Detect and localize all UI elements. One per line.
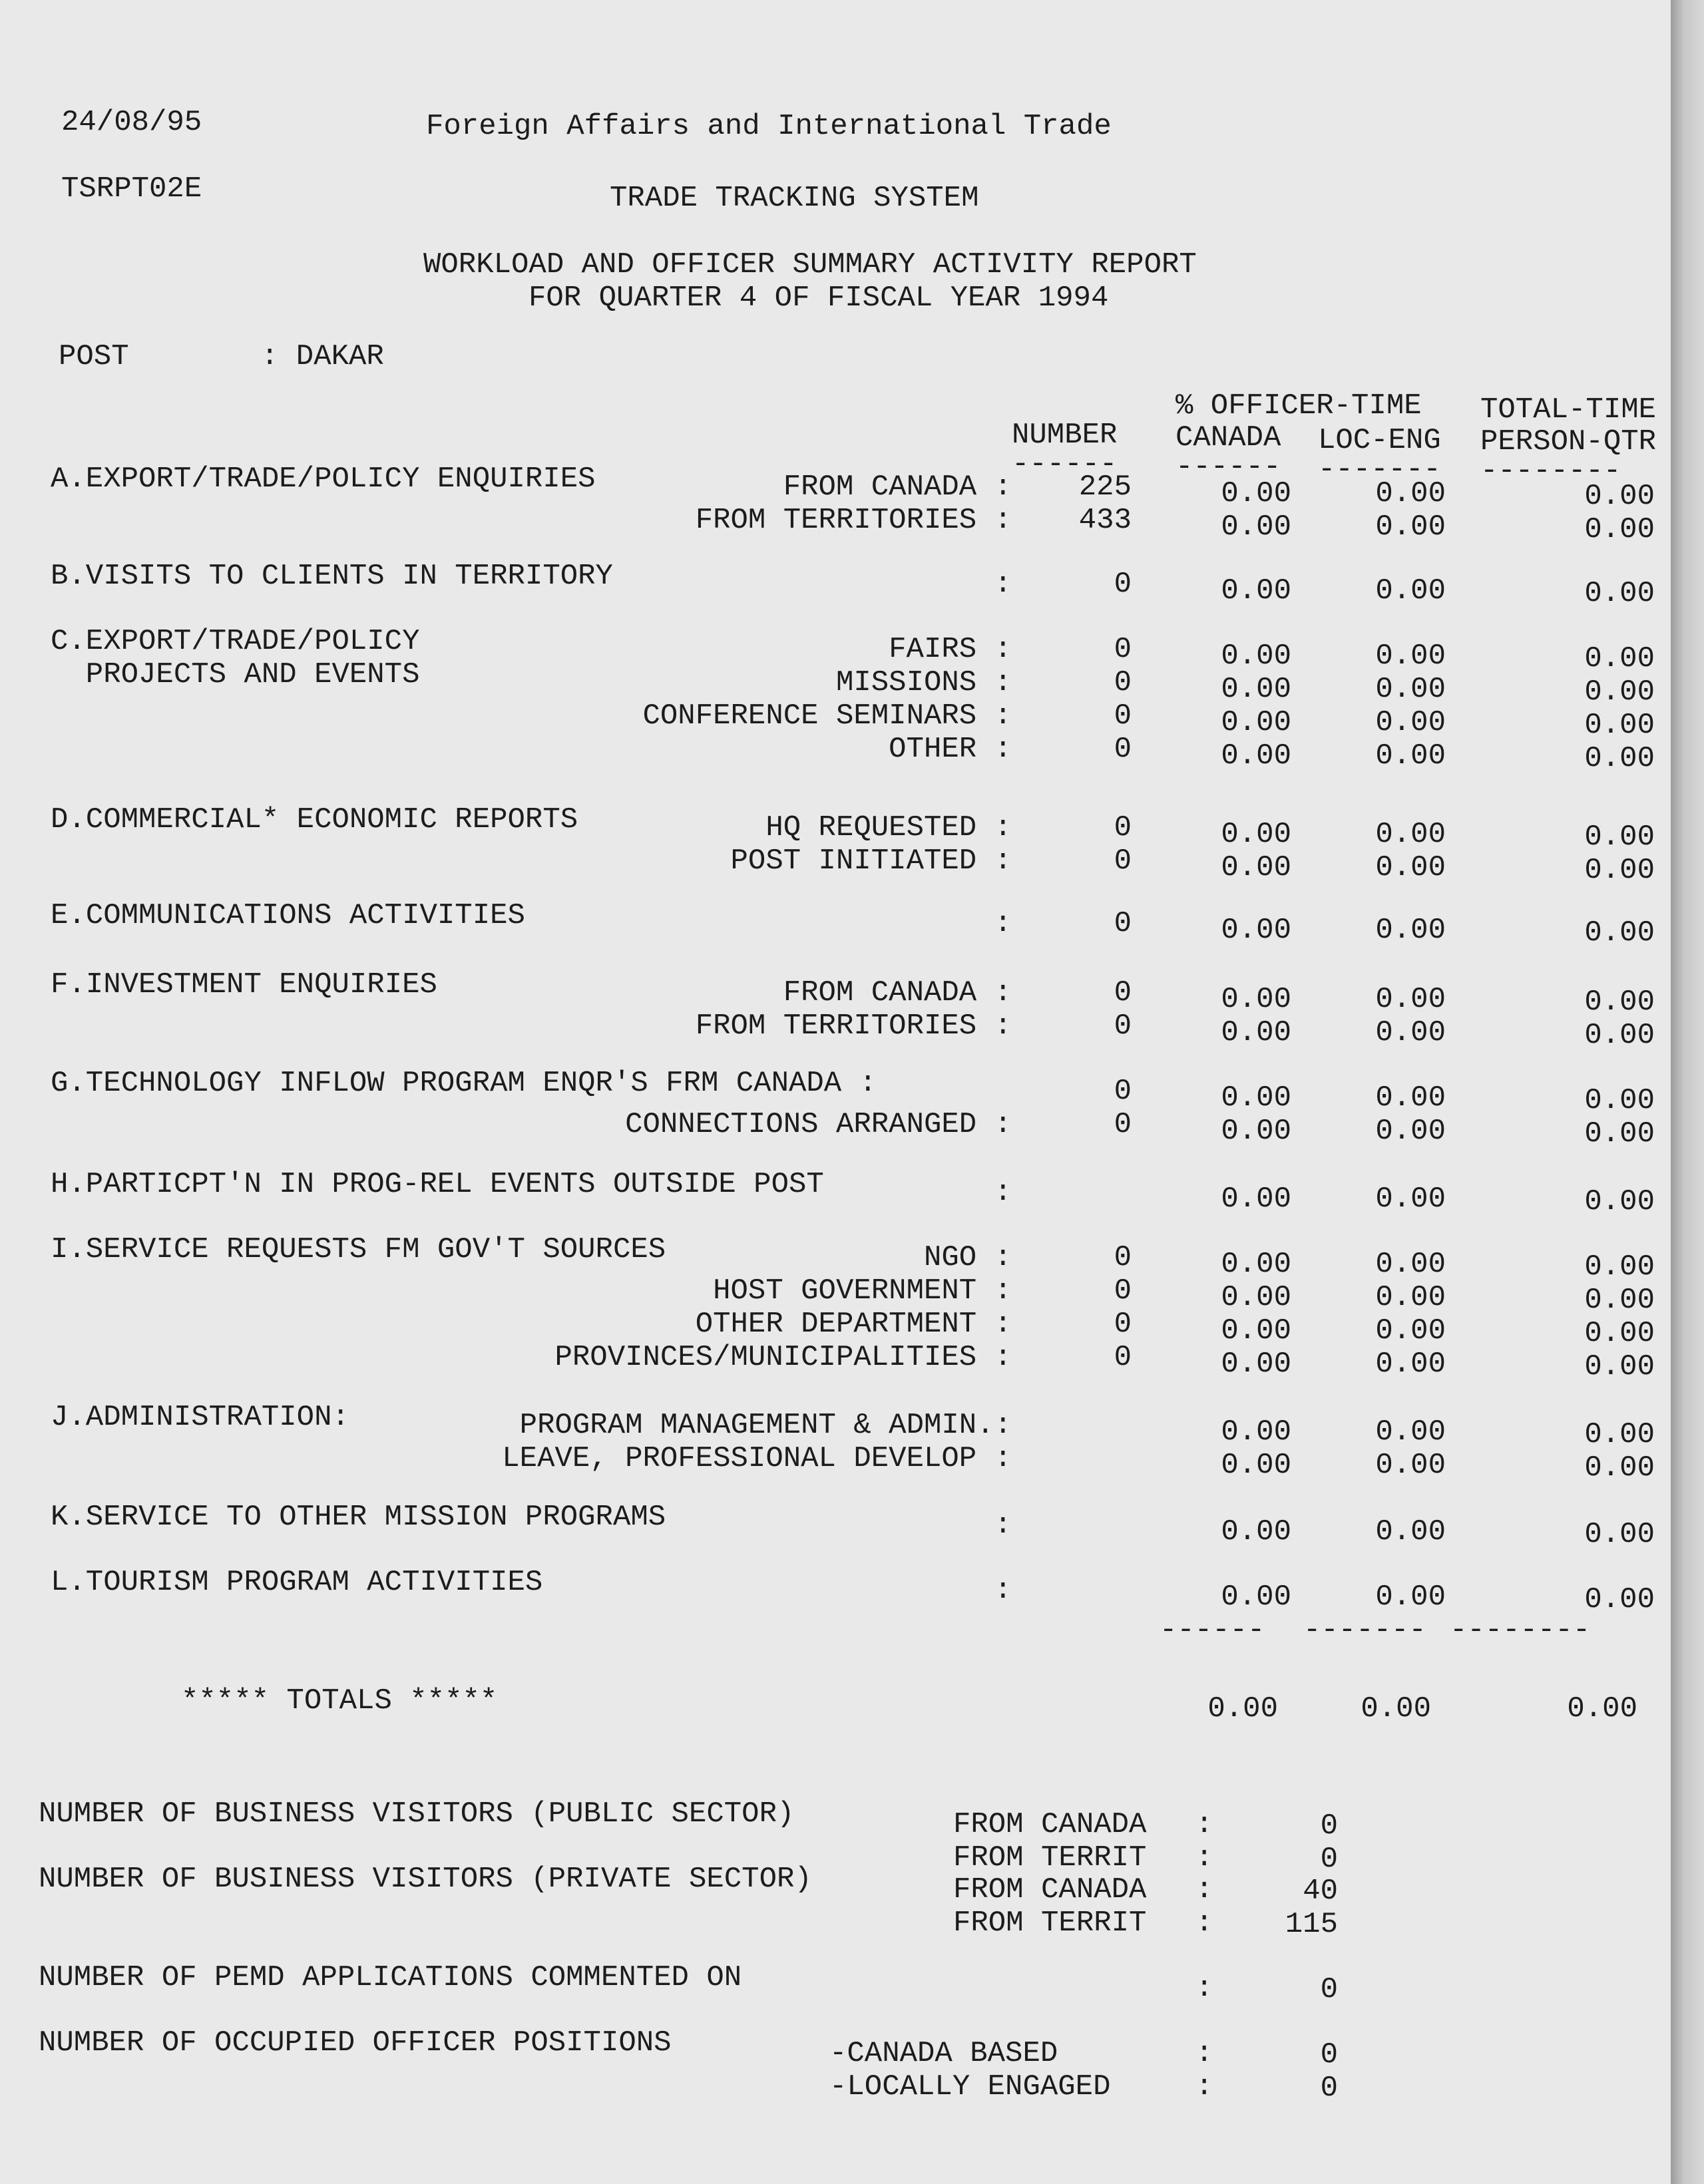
activity-pct-loc-eng: 0.00 <box>1375 851 1446 884</box>
activity-number: 0 <box>1114 1075 1132 1108</box>
activity-total-time: 0.00 <box>1584 709 1655 742</box>
activity-total-time: 0.00 <box>1584 1084 1655 1117</box>
activity-number: 0 <box>1114 907 1132 940</box>
totals-canada: 0.00 <box>1207 1692 1278 1726</box>
activity-pct-loc-eng: 0.00 <box>1375 1580 1446 1614</box>
summary-value: 0 <box>1320 1843 1338 1876</box>
activity-total-time: 0.00 <box>1584 513 1655 546</box>
activity-number: 0 <box>1114 733 1132 766</box>
activity-total-time: 0.00 <box>1584 480 1655 513</box>
summary-label: NUMBER OF BUSINESS VISITORS (PRIVATE SECTOR) <box>39 1863 812 1896</box>
activity-label: K.SERVICE TO OTHER MISSION PROGRAMS <box>51 1501 666 1534</box>
activity-label: G.TECHNOLOGY INFLOW PROGRAM ENQR'S FRM CANADA : <box>51 1067 877 1100</box>
report-title-line1: WORKLOAD AND OFFICER SUMMARY ACTIVITY REPORT <box>423 248 1197 281</box>
summary-colon: : <box>1195 1873 1213 1907</box>
activity-number: 0 <box>1114 633 1132 666</box>
activity-pct-loc-eng: 0.00 <box>1375 739 1446 773</box>
activity-sublabel: HOST GOVERNMENT : <box>713 1274 1012 1308</box>
activity-pct-canada: 0.00 <box>1221 639 1291 673</box>
activity-number: 0 <box>1114 568 1132 601</box>
activity-sublabel: NGO : <box>923 1241 1012 1274</box>
summary-label: NUMBER OF BUSINESS VISITORS (PUBLIC SECTOR) <box>39 1797 795 1831</box>
col-person-qtr: PERSON-QTR <box>1480 425 1657 458</box>
activity-number: 225 <box>1078 470 1132 504</box>
totals-label: ***** TOTALS ***** <box>181 1684 498 1718</box>
activity-sublabel: OTHER DEPARTMENT : <box>695 1308 1012 1341</box>
activity-pct-canada: 0.00 <box>1221 851 1291 884</box>
activity-label: A.EXPORT/TRADE/POLICY ENQUIRIES <box>51 462 596 496</box>
summary-colon: : <box>1195 1841 1213 1875</box>
summary-value: 0 <box>1320 1973 1338 2006</box>
activity-pct-loc-eng: 0.00 <box>1375 639 1446 673</box>
summary-label: NUMBER OF PEMD APPLICATIONS COMMENTED ON <box>39 1961 742 1994</box>
activity-sublabel: FAIRS : <box>889 633 1012 666</box>
activity-number: 0 <box>1114 976 1132 1009</box>
activity-sublabel: PROVINCES/MUNICIPALITIES : <box>554 1341 1012 1374</box>
activity-pct-loc-eng: 0.00 <box>1375 1281 1446 1314</box>
activity-sublabel: MISSIONS : <box>835 666 1012 699</box>
activity-number: 0 <box>1114 1009 1132 1043</box>
activity-pct-canada: 0.00 <box>1221 1281 1291 1314</box>
activity-pct-loc-eng: 0.00 <box>1375 1081 1446 1115</box>
activity-pct-canada: 0.00 <box>1221 673 1291 706</box>
activity-label: C.EXPORT/TRADE/POLICY <box>51 625 420 658</box>
activity-pct-canada: 0.00 <box>1221 1016 1291 1049</box>
activity-pct-canada: 0.00 <box>1221 706 1291 739</box>
activity-sublabel: OTHER : <box>889 733 1012 766</box>
activity-sublabel: : <box>994 1176 1012 1209</box>
activity-pct-canada: 0.00 <box>1221 1183 1291 1216</box>
activity-sublabel: POST INITIATED : <box>730 844 1012 878</box>
activity-number: 0 <box>1114 1241 1132 1274</box>
page-edge <box>1671 0 1704 2184</box>
report-code: TSRPT02E <box>61 172 202 206</box>
post-value: : DAKAR <box>261 340 384 373</box>
activity-total-time: 0.00 <box>1584 675 1655 709</box>
activity-pct-canada: 0.00 <box>1221 1415 1291 1449</box>
activity-pct-loc-eng: 0.00 <box>1375 1016 1446 1049</box>
activity-number: 0 <box>1114 844 1132 878</box>
activity-sublabel: PROGRAM MANAGEMENT & ADMIN.: <box>519 1409 1012 1442</box>
activity-number: 0 <box>1114 811 1132 844</box>
activity-pct-loc-eng: 0.00 <box>1375 574 1446 608</box>
totals-rule-canada: ------ <box>1160 1614 1265 1647</box>
summary-label: NUMBER OF OCCUPIED OFFICER POSITIONS <box>39 2026 672 2060</box>
summary-value: 0 <box>1320 2072 1338 2105</box>
activity-label: I.SERVICE REQUESTS FM GOV'T SOURCES <box>51 1233 666 1266</box>
activity-pct-loc-eng: 0.00 <box>1375 983 1446 1016</box>
activity-pct-loc-eng: 0.00 <box>1375 1115 1446 1148</box>
summary-colon: : <box>1195 2070 1213 2103</box>
department-name: Foreign Affairs and International Trade <box>426 110 1112 143</box>
activity-total-time: 0.00 <box>1584 1418 1655 1451</box>
activity-label: E.COMMUNICATIONS ACTIVITIES <box>51 899 525 932</box>
summary-colon: : <box>1195 2037 1213 2070</box>
col-loc-eng: LOC-ENG <box>1318 424 1441 457</box>
summary-sublabel: FROM CANADA <box>953 1808 1147 1841</box>
activity-pct-canada: 0.00 <box>1221 1314 1291 1348</box>
summary-sublabel: FROM TERRIT <box>953 1907 1147 1940</box>
activity-sublabel: CONNECTIONS ARRANGED : <box>625 1108 1012 1141</box>
activity-label: F.INVESTMENT ENQUIRIES <box>51 968 437 1001</box>
summary-sublabel: -CANADA BASED <box>829 2037 1058 2070</box>
activity-pct-canada: 0.00 <box>1221 1515 1291 1548</box>
activity-total-time: 0.00 <box>1584 1451 1655 1485</box>
activity-pct-loc-eng: 0.00 <box>1375 1348 1446 1381</box>
activity-sublabel: : <box>994 1574 1012 1607</box>
activity-number: 0 <box>1114 1108 1132 1141</box>
activity-number: 0 <box>1114 699 1132 733</box>
activity-total-time: 0.00 <box>1584 577 1655 610</box>
activity-pct-canada: 0.00 <box>1221 1348 1291 1381</box>
totals-rule-loceng: ------- <box>1303 1614 1426 1647</box>
activity-total-time: 0.00 <box>1584 742 1655 775</box>
summary-sublabel: FROM CANADA <box>953 1873 1147 1907</box>
activity-pct-loc-eng: 0.00 <box>1375 1183 1446 1216</box>
report-title-line2: FOR QUARTER 4 OF FISCAL YEAR 1994 <box>529 281 1109 315</box>
activity-number: 433 <box>1078 504 1132 537</box>
activity-label: D.COMMERCIAL* ECONOMIC REPORTS <box>51 803 578 836</box>
summary-value: 0 <box>1320 2038 1338 2072</box>
activity-label: PROJECTS AND EVENTS <box>51 658 420 691</box>
summary-value: 0 <box>1320 1809 1338 1843</box>
activity-sublabel: FROM CANADA : <box>783 470 1012 504</box>
activity-sublabel: HQ REQUESTED : <box>765 811 1012 844</box>
activity-pct-canada: 0.00 <box>1221 983 1291 1016</box>
col-number-rule: ------ <box>1012 448 1118 481</box>
post-label: POST <box>59 340 129 373</box>
activity-pct-loc-eng: 0.00 <box>1375 1515 1446 1548</box>
activity-total-time: 0.00 <box>1584 1250 1655 1284</box>
activity-pct-canada: 0.00 <box>1221 1081 1291 1115</box>
activity-pct-loc-eng: 0.00 <box>1375 818 1446 851</box>
col-pct-officer-time: % OFFICER-TIME <box>1175 389 1422 423</box>
totals-total-time: 0.00 <box>1567 1692 1637 1726</box>
activity-total-time: 0.00 <box>1584 1317 1655 1350</box>
activity-total-time: 0.00 <box>1584 642 1655 675</box>
activity-number: 0 <box>1114 1274 1132 1308</box>
activity-total-time: 0.00 <box>1584 986 1655 1019</box>
activity-pct-loc-eng: 0.00 <box>1375 477 1446 510</box>
activity-sublabel: FROM TERRITORIES : <box>695 504 1012 537</box>
activity-pct-loc-eng: 0.00 <box>1375 1314 1446 1348</box>
col-total-time: TOTAL-TIME <box>1480 393 1657 427</box>
activity-label: B.VISITS TO CLIENTS IN TERRITORY <box>51 560 613 593</box>
summary-sublabel: FROM TERRIT <box>953 1841 1147 1875</box>
activity-total-time: 0.00 <box>1584 1284 1655 1317</box>
activity-pct-loc-eng: 0.00 <box>1375 1449 1446 1482</box>
activity-pct-canada: 0.00 <box>1221 477 1291 510</box>
report-date: 24/08/95 <box>61 106 202 139</box>
activity-sublabel: CONFERENCE SEMINARS : <box>642 699 1012 733</box>
activity-number: 0 <box>1114 666 1132 699</box>
activity-total-time: 0.00 <box>1584 1583 1655 1616</box>
activity-total-time: 0.00 <box>1584 1350 1655 1383</box>
activity-number: 0 <box>1114 1341 1132 1374</box>
system-name: TRADE TRACKING SYSTEM <box>610 182 979 215</box>
col-loceng-rule: ------- <box>1318 453 1441 486</box>
activity-total-time: 0.00 <box>1584 854 1655 887</box>
activity-sublabel: LEAVE, PROFESSIONAL DEVELOP : <box>502 1442 1012 1475</box>
activity-label: L.TOURISM PROGRAM ACTIVITIES <box>51 1566 543 1599</box>
activity-label: J.ADMINISTRATION: <box>51 1401 349 1434</box>
col-number: NUMBER <box>1012 419 1118 452</box>
summary-value: 115 <box>1285 1908 1338 1941</box>
activity-pct-canada: 0.00 <box>1221 739 1291 773</box>
activity-sublabel: FROM CANADA : <box>783 976 1012 1009</box>
totals-loc-eng: 0.00 <box>1361 1692 1431 1726</box>
activity-sublabel: : <box>994 907 1012 940</box>
col-total-rule: -------- <box>1480 455 1621 488</box>
activity-total-time: 0.00 <box>1584 1117 1655 1151</box>
activity-total-time: 0.00 <box>1584 1019 1655 1052</box>
activity-pct-loc-eng: 0.00 <box>1375 1248 1446 1281</box>
activity-total-time: 0.00 <box>1584 1185 1655 1218</box>
activity-sublabel: : <box>994 1509 1012 1542</box>
summary-value: 40 <box>1303 1875 1338 1908</box>
activity-pct-canada: 0.00 <box>1221 510 1291 544</box>
summary-sublabel: -LOCALLY ENGAGED <box>829 2070 1111 2103</box>
activity-pct-canada: 0.00 <box>1221 1115 1291 1148</box>
activity-pct-canada: 0.00 <box>1221 574 1291 608</box>
activity-sublabel: : <box>994 568 1012 601</box>
activity-pct-loc-eng: 0.00 <box>1375 706 1446 739</box>
totals-rule: -------- <box>1450 1614 1591 1647</box>
activity-pct-canada: 0.00 <box>1221 1449 1291 1482</box>
activity-label: H.PARTICPT'N IN PROG-REL EVENTS OUTSIDE POST <box>51 1168 824 1201</box>
activity-pct-canada: 0.00 <box>1221 818 1291 851</box>
col-canada-rule: ------ <box>1175 451 1281 484</box>
activity-sublabel: FROM TERRITORIES : <box>695 1009 1012 1043</box>
activity-pct-canada: 0.00 <box>1221 1580 1291 1614</box>
activity-pct-canada: 0.00 <box>1221 1248 1291 1281</box>
activity-total-time: 0.00 <box>1584 820 1655 854</box>
col-canada: CANADA <box>1175 421 1281 455</box>
activity-pct-loc-eng: 0.00 <box>1375 510 1446 544</box>
activity-total-time: 0.00 <box>1584 1518 1655 1551</box>
summary-colon: : <box>1195 1907 1213 1940</box>
activity-pct-loc-eng: 0.00 <box>1375 914 1446 947</box>
summary-colon: : <box>1195 1808 1213 1841</box>
activity-pct-loc-eng: 0.00 <box>1375 1415 1446 1449</box>
summary-colon: : <box>1195 1972 1213 2005</box>
activity-pct-canada: 0.00 <box>1221 914 1291 947</box>
activity-pct-loc-eng: 0.00 <box>1375 673 1446 706</box>
activity-total-time: 0.00 <box>1584 916 1655 950</box>
activity-number: 0 <box>1114 1308 1132 1341</box>
